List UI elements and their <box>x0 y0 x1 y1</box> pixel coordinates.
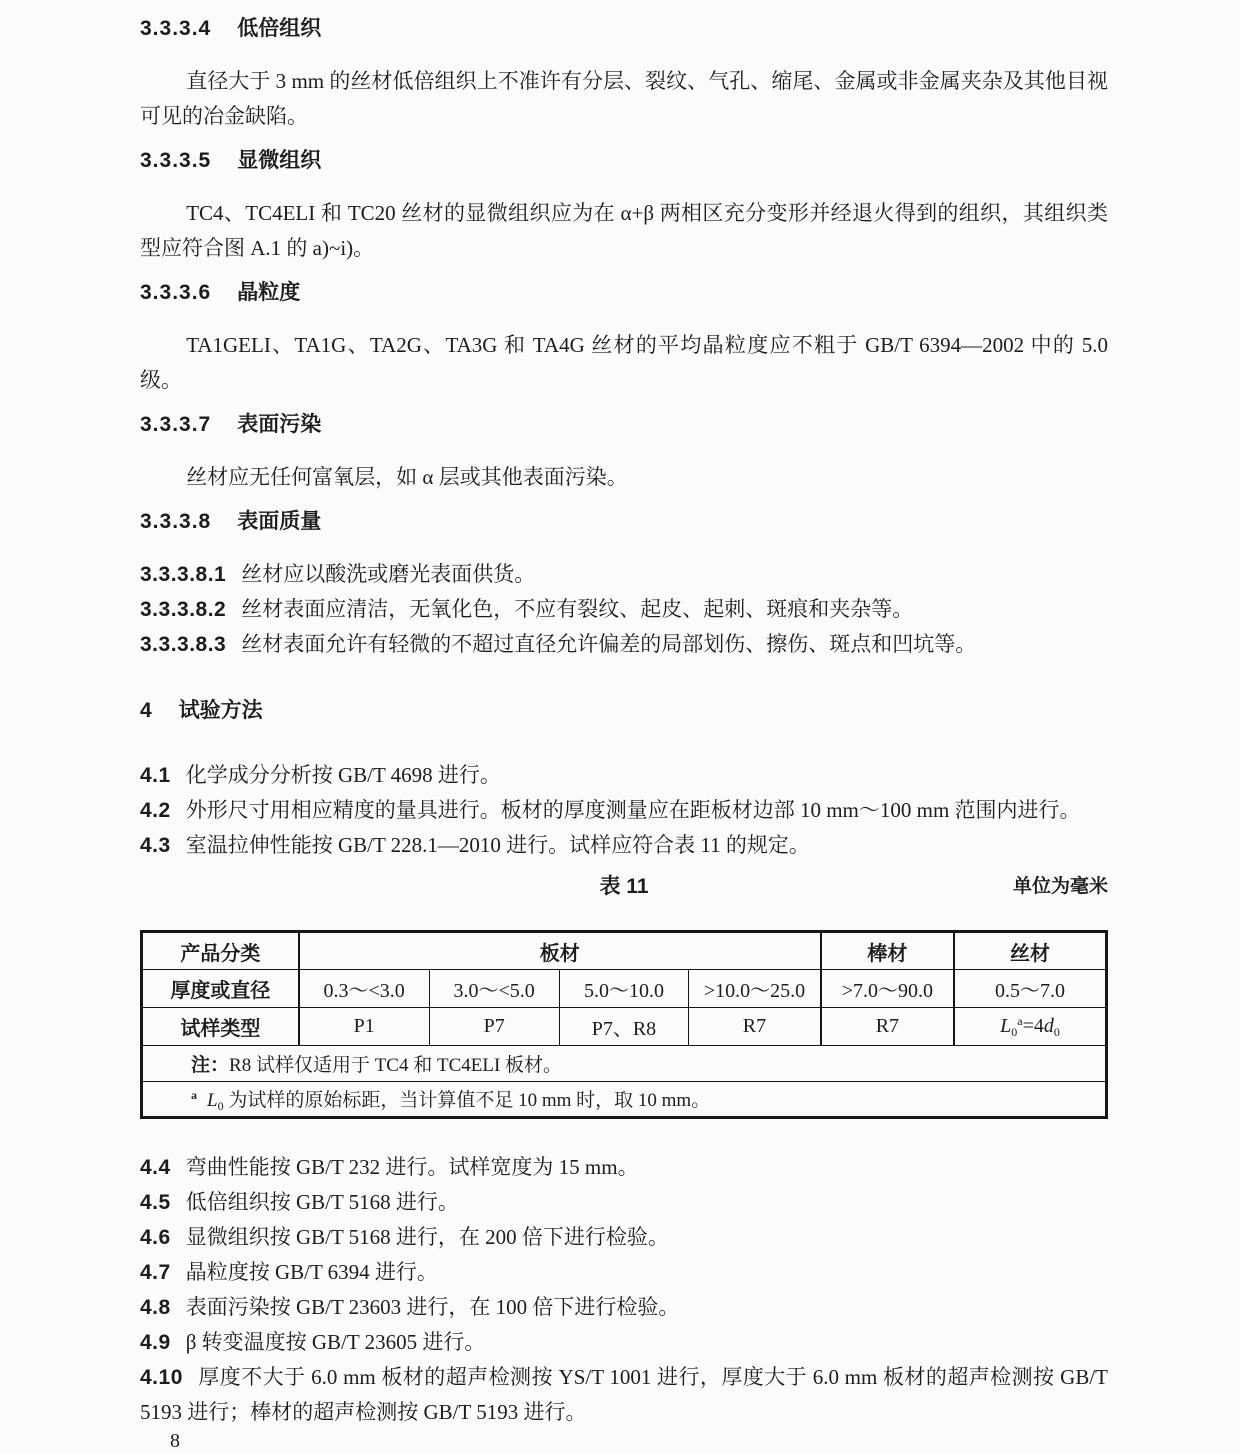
clause-4-2 <box>140 793 1108 828</box>
table-cell: P7 <box>429 1008 559 1046</box>
table-cell: P7、R8 <box>559 1008 688 1046</box>
clause-number: 4.5 <box>140 1191 171 1214</box>
clause-text: 晶粒度按 GB/T 6394 进行。 <box>185 1260 438 1284</box>
formula-variable: L <box>1000 1014 1012 1037</box>
clause-number: 4.10 <box>140 1366 183 1389</box>
footnote-text: 为试样的原始标距，当计算值不足 10 mm 时，取 10 mm。 <box>228 1089 711 1111</box>
clause-text: 室温拉伸性能按 GB/T 228.1—2010 进行。试样应符合表 11 的规定。 <box>185 833 810 857</box>
table-row-header <box>142 932 1107 970</box>
table-cell: R7 <box>689 1008 821 1046</box>
clause-text: 外形尺寸用相应精度的量具进行。板材的厚度测量应在距板材边部 10 mm～100 mm 范围内进行。 <box>185 798 1081 822</box>
clause-number: 4.6 <box>140 1226 171 1249</box>
formula-superscript: a <box>1017 1013 1023 1028</box>
table-cell: 5.0～10.0 <box>559 970 688 1008</box>
clause-4-3 <box>140 828 1108 863</box>
chapter-title: 试验方法 <box>178 699 263 722</box>
section-title: 晶粒度 <box>237 281 301 304</box>
chapter-heading-4 <box>140 698 1108 724</box>
section-heading-3-3-3-5 <box>140 148 1108 174</box>
section-heading-3-3-3-8 <box>140 509 1108 535</box>
clauses-after-table <box>140 1150 1108 1429</box>
table-cell: 3.0～<5.0 <box>429 970 559 1008</box>
formula-equals: =4 <box>1022 1014 1044 1037</box>
clause-3-3-3-8-2 <box>140 592 1108 627</box>
clause-number: 3.3.3.8.3 <box>140 633 227 656</box>
table-cell-wire-formula <box>954 1008 1107 1046</box>
footnote-subscript: 0 <box>217 1098 224 1113</box>
clause-3-3-3-8-1 <box>140 557 1108 592</box>
table-cell: R7 <box>821 1008 954 1046</box>
clause-text: 丝材表面允许有轻微的不超过直径允许偏差的局部划伤、擦伤、斑点和凹坑等。 <box>241 632 977 656</box>
table-row-label: 试样类型 <box>142 1008 299 1046</box>
paragraph: TC4、TC4ELI 和 TC20 丝材的显微组织应为在 α+β 两相区充分变形并经退火得到的组织，其组织类型应符合图 A.1 的 a)~i)。 <box>140 201 1108 260</box>
table-header-cell: 丝材 <box>954 932 1107 970</box>
table-footnote-row <box>142 1082 1107 1118</box>
section-title: 显微组织 <box>237 149 322 172</box>
table-cell: P1 <box>299 1008 429 1046</box>
table-note-row <box>142 1046 1107 1082</box>
section-title: 低倍组织 <box>237 17 322 40</box>
section-title: 表面污染 <box>237 413 322 436</box>
clause-4-5 <box>140 1185 1108 1220</box>
clause-4-7 <box>140 1255 1108 1290</box>
table-11 <box>140 930 1108 1119</box>
section-number: 3.3.3.7 <box>140 413 212 436</box>
clause-4-6 <box>140 1220 1108 1255</box>
clause-number: 4.1 <box>140 764 171 787</box>
clause-number: 4.8 <box>140 1296 171 1319</box>
clause-text: 厚度不大于 6.0 mm 板材的超声检测按 YS/T 1001 进行，厚度大于 6.0 mm 板材的超声检测按 GB/T 5193 进行；棒材的超声检测按 GB/T 5193 进行。 <box>140 1365 1108 1424</box>
note-text: R8 试样仅适用于 TC4 和 TC4ELI 板材。 <box>229 1055 563 1076</box>
clause-text: 表面污染按 GB/T 23603 进行，在 100 倍下进行检验。 <box>185 1295 680 1319</box>
table-header-cell: 棒材 <box>821 932 954 970</box>
table-footnote <box>142 1082 1107 1118</box>
table-row-label: 厚度或直径 <box>142 970 299 1008</box>
clause-4-9 <box>140 1325 1108 1360</box>
section-number: 3.3.3.6 <box>140 281 212 304</box>
section-heading-3-3-3-6 <box>140 280 1108 306</box>
table-header-cell: 板材 <box>299 932 821 970</box>
page-number: 8 <box>170 1430 180 1452</box>
table-row-thickness <box>142 970 1107 1008</box>
table-header-cell: 产品分类 <box>142 932 299 970</box>
clause-text: 丝材表面应清洁，无氧化色，不应有裂纹、起皮、起刺、斑痕和夹杂等。 <box>241 597 914 621</box>
table-note <box>142 1046 1107 1082</box>
table-cell: >10.0～25.0 <box>689 970 821 1008</box>
clause-4-8 <box>140 1290 1108 1325</box>
paragraph: TA1GELI、TA1G、TA2G、TA3G 和 TA4G 丝材的平均晶粒度应不粗于 GB/T 6394—2002 中的 5.0 级。 <box>140 333 1108 392</box>
section-title: 表面质量 <box>237 510 322 533</box>
footnote-variable: L <box>207 1089 218 1111</box>
section-number: 3.3.3.4 <box>140 17 212 40</box>
clause-number: 4.4 <box>140 1156 171 1179</box>
clause-text: 显微组织按 GB/T 5168 进行，在 200 倍下进行检验。 <box>185 1225 669 1249</box>
section-number: 3.3.3.5 <box>140 149 212 172</box>
section-number: 3.3.3.8 <box>140 510 212 533</box>
clause-text: 弯曲性能按 GB/T 232 进行。试样宽度为 15 mm。 <box>185 1155 639 1179</box>
footnote-marker: a <box>191 1087 197 1102</box>
paragraph: 直径大于 3 mm 的丝材低倍组织上不准许有分层、裂纹、气孔、缩尾、金属或非金属夹杂及其他目视可见的冶金缺陷。 <box>140 69 1108 128</box>
formula-subscript: 0 <box>1011 1024 1018 1039</box>
table-cell: 0.3～<3.0 <box>299 970 429 1008</box>
clause-4-10 <box>140 1360 1108 1429</box>
paragraph: 丝材应无任何富氧层，如 α 层或其他表面污染。 <box>186 465 628 489</box>
clause-4-1 <box>140 758 1108 793</box>
table-caption: 表 11 <box>599 875 649 898</box>
clause-number: 3.3.3.8.1 <box>140 563 227 586</box>
table-row-specimen <box>142 1008 1107 1046</box>
clause-number: 3.3.3.8.2 <box>140 598 227 621</box>
clause-number: 4.9 <box>140 1331 171 1354</box>
table-unit-label: 单位为毫米 <box>1012 876 1108 897</box>
section-heading-3-3-3-4 <box>140 16 1108 42</box>
clause-number: 4.2 <box>140 799 171 822</box>
table-cell: 0.5～7.0 <box>954 970 1107 1008</box>
clause-4-4 <box>140 1150 1108 1185</box>
table-cell: >7.0～90.0 <box>821 970 954 1008</box>
section-heading-3-3-3-7 <box>140 412 1108 438</box>
clause-text: 低倍组织按 GB/T 5168 进行。 <box>185 1190 459 1214</box>
clause-number: 4.3 <box>140 834 171 857</box>
formula-variable: d <box>1043 1014 1054 1037</box>
clause-text: β 转变温度按 GB/T 23605 进行。 <box>185 1330 486 1354</box>
clause-number: 4.7 <box>140 1261 171 1284</box>
chapter-number: 4 <box>140 699 153 722</box>
clause-3-3-3-8-3 <box>140 627 1108 662</box>
clause-text: 化学成分分析按 GB/T 4698 进行。 <box>185 763 501 787</box>
note-prefix: 注： <box>191 1055 230 1076</box>
clause-text: 丝材应以酸洗或磨光表面供货。 <box>241 562 536 586</box>
formula-subscript: 0 <box>1053 1024 1060 1039</box>
table-caption-row <box>140 873 1108 901</box>
